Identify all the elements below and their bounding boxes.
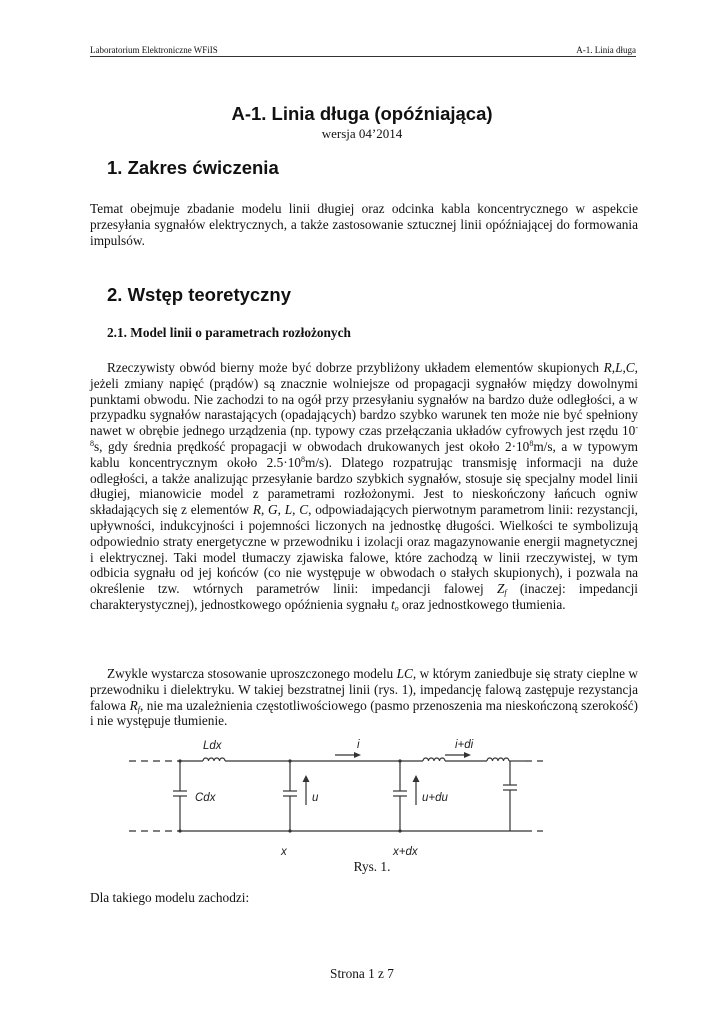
label-cdx: Cdx [195,792,216,804]
section-1-text: Temat obejmuje zbadanie modelu linii długiej oraz odcinka kabla koncentrycznego w aspekcie przesyłania sygnałów elektrycznych, a także zastosowanie sztucznej linii opóźniającej do formowania impulsów. [90,201,638,248]
label-x: x [281,846,287,858]
label-x-plus-dx: x+dx [393,846,418,858]
label-ldx: Ldx [203,740,222,752]
page-header [90,45,636,57]
document-version: wersja 04’2014 [321,126,403,141]
label-i: i [357,739,360,751]
label-i-plus-di: i+di [455,739,474,751]
lc-ladder-circuit-figure [125,733,545,861]
paragraph-distributed-model: Rzeczywisty obwód bierny może być dobrze przybliżony układem elementów skupionych R,L,C, jeżeli zmiany napięć (prądów) są znacznie wolniejsze od propagacji sygnałów między dowolnymi punktami obwodu. Nie zachodzi to na ogół przy przesyłaniu sygnałów na bardzo duże odległości, a w przypadku sygnałów narastających (opadających) bardzo szybko warunek ten może nie być spełniony nawet w obrębie jednego urządzenia (np. typowy czas przełączania układów cyfrowych jest rzędu $10^{-8}s$, gdy średnia prędkość propagacji w obwodach drukowanych jest około $2\cdot 10^8m/s$, a w typowym kablu koncentrycznym około $2.5\cdot 10^8m/s$). Dlatego rozpatrując transmisję informacji na duże odległości, a także analizując przesyłanie bardzo szybkich sygnałów, stosuje się specjalny model linii długiej, mianowicie model z parametrami rozłożonymi. Jest to nieskończony łańcuch ogniw składających się z elementów R, G, L, C, odpowiadających pierwotnym parametrom linii: rezystancji, upływności, indukcyjności i pojemności liczonych na jednostkę długości. Wielkości te symbolizują odpowiednio straty energetyczne w przewodniku i izolacji oraz magazynowanie energii magnetycznej i elektrycznej. Taki model tłumaczy zjawiska falowe, które zachodzą w linii rzeczywistej, w tym odbicia sygnału od jej końców (co nie występuje w obwodach o stałych skupionych), i pozwala na określenie tzw. wtórnych parametrów linii: impedancji falowej $Z_f$ (inaczej: impedancji charakterystycznej), jednostkowego opóźnienia sygnału $t_o$ oraz jednostkowego tłumienia. [90,360,639,613]
paragraph-model-relations: Dla takiego modelu zachodzi: [90,890,250,905]
label-u-plus-du: u+du [422,792,448,804]
subsection-2-1-heading: 2.1. Model linii o parametrach rozłożonych [107,325,351,340]
section-2-heading: 2. Wstęp teoretyczny [107,284,292,305]
page-number: Strona 1 z 7 [330,966,394,981]
header-lab-name: Laboratorium Elektroniczne WFiIS [90,45,218,55]
figure-caption: Rys. 1. [353,859,391,874]
label-u: u [312,792,319,804]
document-title: A-1. Linia długa (opóźniająca) [231,103,493,124]
paragraph-lc-model: Zwykle wystarcza stosowanie uproszczonego modelu LC, w którym zaniedbuje się straty cieplne w przewodniku i dielektryku. W takiej bezstratnej linii (rys. 1), impedancję falową zastępuje rezystancja falowa $R_f$, nie ma uzależnienia częstotliwościowego (pasmo przenoszenia ma nieskończoną szerokość) i nie występuje tłumienie. [90,666,638,729]
circuit-diagram [125,733,545,861]
header-section-name: A-1. Linia długa [576,45,636,55]
section-1-heading: 1. Zakres ćwiczenia [107,157,279,178]
